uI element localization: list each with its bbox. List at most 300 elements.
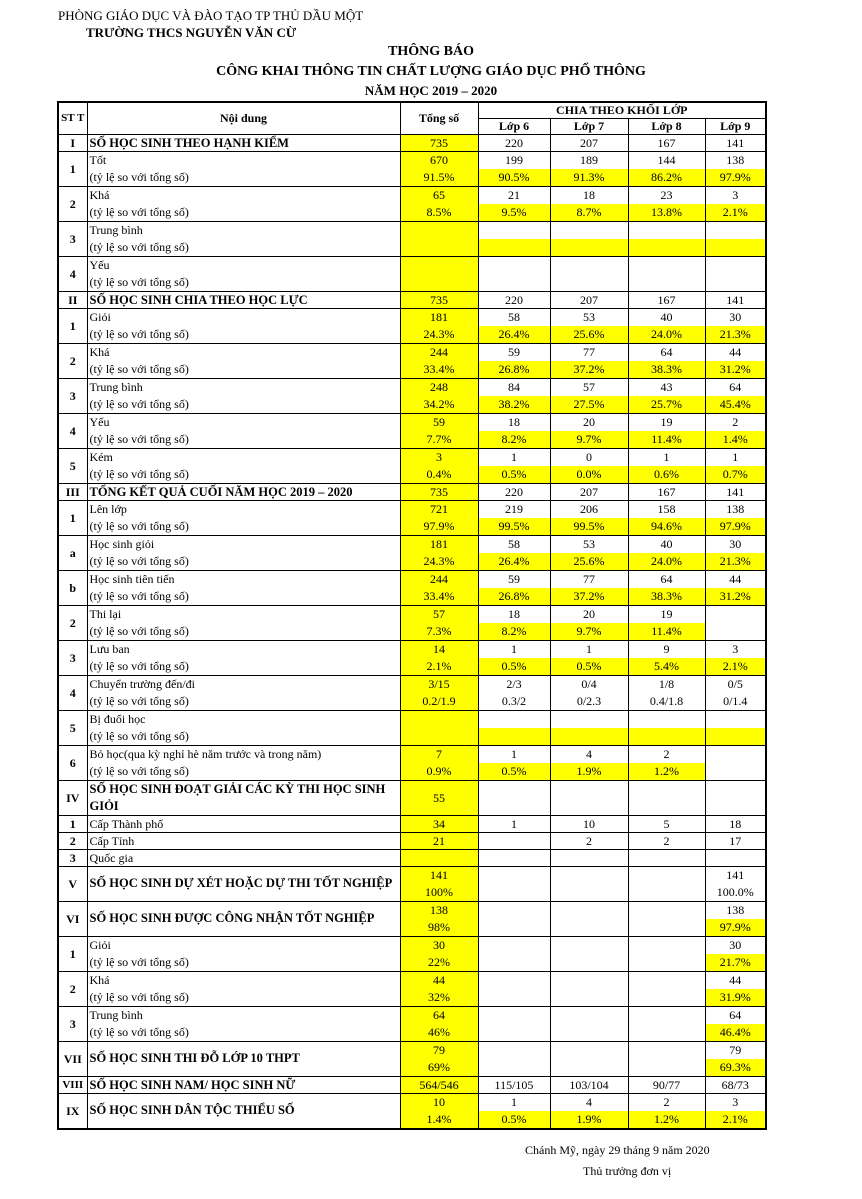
row-total [400,971,478,1006]
row-total [400,1006,478,1041]
cell-value [479,1042,550,1059]
row-label-text: Trung bình [89,379,143,394]
row-grade-9 [705,256,766,291]
table-row [58,1041,766,1076]
row-grade-7 [550,675,628,710]
cell-value: 38.3% [629,361,705,378]
cell-value: 3/15 [428,676,450,691]
row-grade-6: 220 [478,483,550,500]
cell-value: 138 [430,902,448,917]
row-stt: a [58,535,87,570]
row-grade-9: 141 [705,134,766,151]
row-stt: II [58,291,87,308]
cell-value: 57 [583,379,595,394]
row-total [400,221,478,256]
cell-value: 1.9% [551,1111,628,1128]
row-grade-8 [628,849,705,866]
cell-value: 91.5% [423,169,455,184]
row-grade-9 [705,308,766,343]
row-label-text: Kém [89,449,113,464]
row-grade-7 [550,500,628,535]
cell-value: 670 [430,152,448,167]
cell-value: 1/8 [658,676,675,691]
cell-value: 1 [511,746,517,761]
col-stt: ST T [58,102,87,134]
cell-value [479,1059,550,1076]
cell-value [551,239,628,256]
cell-value: 24.0% [629,326,705,343]
cell-value: 2/3 [506,676,522,691]
row-grade-8 [628,971,705,1006]
row-label-text: Trung bình [89,222,143,237]
table-row [58,745,766,780]
row-label-text: SỐ HỌC SINH NAM/ HỌC SINH NỮ [89,1077,296,1092]
row-total [400,151,478,186]
cell-value: 77 [583,571,595,586]
row-total [400,901,478,936]
row-grade-6 [478,936,550,971]
cell-value: 13.8% [629,204,705,221]
cell-value: 1.4% [706,431,766,448]
row-grade-6: 1 [478,815,550,832]
cell-value: 7.7% [426,431,452,446]
row-label [87,535,400,570]
cell-value: 8.7% [551,204,628,221]
row-grade-9 [705,675,766,710]
cell-value [629,884,705,901]
row-grade-6 [478,308,550,343]
row-label [87,640,400,675]
row-grade-8 [628,780,705,815]
row-label [87,1006,400,1041]
row-grade-8 [628,570,705,605]
row-grade-8 [628,343,705,378]
cell-value: 0.0% [551,466,628,483]
cell-value [479,257,550,274]
row-stt: 6 [58,745,87,780]
cell-value: 37.2% [551,361,628,378]
cell-value [479,954,550,971]
cell-value: 44 [433,972,445,987]
cell-value: 3 [732,641,739,656]
cell-value: 8.5% [426,204,452,219]
cell-value: 4 [586,1094,592,1109]
cell-value: 91.3% [551,169,628,186]
row-grade-7 [550,448,628,483]
row-grade-9 [705,500,766,535]
row-grade-7 [550,1006,628,1041]
cell-value: 138 [726,152,745,167]
row-grade-8: 167 [628,134,705,151]
table-row [58,186,766,221]
row-label [87,901,400,936]
cell-value: 24.3% [423,553,455,568]
cell-value: 18 [583,187,595,202]
cell-value: 21.3% [706,553,766,570]
table-row [58,1006,766,1041]
row-label [87,151,400,186]
cell-value [706,239,766,256]
cell-value: 69.3% [706,1059,766,1076]
cell-value: 31.2% [706,588,766,605]
row-grade-8 [628,675,705,710]
row-stt: 3 [58,640,87,675]
row-grade-8 [628,256,705,291]
cell-value [551,257,628,274]
row-total [400,710,478,745]
cell-value [629,919,705,936]
row-label-text: Lên lớp [89,501,127,516]
cell-value: 5.4% [629,658,705,675]
table-row [58,1076,766,1093]
row-grade-8 [628,186,705,221]
cell-value [629,937,705,954]
cell-value [551,902,628,919]
row-stt: b [58,570,87,605]
table-row [58,936,766,971]
cell-value [479,972,550,989]
cell-value: 0.7% [706,466,766,483]
cell-value: 26.4% [479,553,550,570]
row-grade-9 [705,1093,766,1129]
cell-value: 19 [660,414,673,429]
row-label [87,1093,400,1129]
cell-value: 2.1% [426,658,452,673]
row-label-text: Yếu [89,414,110,429]
cell-value: 18 [508,606,520,621]
row-grade-6 [478,1006,550,1041]
cell-value [551,867,628,884]
table-row [58,832,766,849]
table-row [58,413,766,448]
col-grade-8: Lớp 8 [628,118,705,134]
row-grade-6 [478,500,550,535]
row-grade-8 [628,448,705,483]
cell-value [706,257,766,274]
cell-value: 1.2% [629,1111,705,1128]
row-total: 735 [400,291,478,308]
cell-value: 1.2% [629,763,705,780]
row-label-text: Cấp Thành phố [89,816,164,831]
cell-value: 26.4% [479,326,550,343]
row-stt: 1 [58,500,87,535]
row-label-text: Học sinh giỏi [89,536,155,551]
row-total [400,640,478,675]
cell-value: 138 [726,501,745,516]
cell-value: 144 [657,152,676,167]
cell-value [629,274,705,291]
row-grade-7 [550,710,628,745]
row-total [400,413,478,448]
cell-value: 86.2% [629,169,705,186]
cell-value [479,989,550,1006]
cell-value [551,884,628,901]
ratio-label: (tỷ lệ so với tổng số) [89,396,189,411]
row-grade-7 [550,1093,628,1129]
cell-value: 248 [430,379,448,394]
row-label-text: SỐ HỌC SINH CHIA THEO HỌC LỰC [89,292,308,307]
row-grade-7 [550,640,628,675]
cell-value: 26.8% [479,588,550,605]
row-total: 21 [400,832,478,849]
cell-value: 0.5% [479,763,550,780]
row-grade-7 [550,971,628,1006]
cell-value: 69% [428,1059,450,1074]
cell-value: 158 [657,501,676,516]
row-label [87,413,400,448]
row-grade-8 [628,1006,705,1041]
cell-value: 97.9% [706,518,766,535]
row-grade-9 [705,936,766,971]
col-grade-6: Lớp 6 [478,118,550,134]
row-label-text: Giỏi [89,309,111,324]
row-grade-6 [478,186,550,221]
cell-value: 99.5% [551,518,628,535]
cell-value [479,884,550,901]
row-stt: V [58,866,87,901]
cell-value: 219 [505,501,523,516]
table-row [58,256,766,291]
row-label-text: SỐ HỌC SINH ĐƯỢC CÔNG NHẬN TỐT NGHIỆP [89,911,375,925]
row-total [400,535,478,570]
row-total: 34 [400,815,478,832]
ratio-label: (tỷ lệ so với tổng số) [89,553,189,568]
cell-value [479,222,550,239]
cell-value: 58 [508,536,520,551]
row-label [87,134,400,151]
table-row [58,500,766,535]
cell-value [706,606,766,623]
row-stt: 1 [58,308,87,343]
row-total [400,605,478,640]
row-grade-9 [705,971,766,1006]
row-stt: 4 [58,675,87,710]
cell-value: 9.7% [551,623,628,640]
cell-value: 64 [729,379,742,394]
row-grade-7 [550,221,628,256]
row-label [87,570,400,605]
ratio-label: (tỷ lệ so với tổng số) [89,954,189,969]
row-label [87,745,400,780]
table-row [58,1093,766,1129]
cell-value: 31.9% [706,989,766,1006]
cell-value: 97.9% [706,169,766,186]
row-stt: 2 [58,343,87,378]
row-grade-7 [550,780,628,815]
row-label-text: Khá [89,187,110,202]
row-grade-8 [628,308,705,343]
cell-value [551,1059,628,1076]
row-grade-8 [628,221,705,256]
cell-value: 97.9% [706,919,766,936]
row-grade-7 [550,570,628,605]
cell-value: 24.0% [629,553,705,570]
cell-value: 18 [508,414,520,429]
row-total [400,1093,478,1129]
cell-value: 1.9% [551,763,628,780]
cell-value: 3 [436,449,442,464]
ratio-label: (tỷ lệ so với tổng số) [89,518,189,533]
cell-value: 44 [729,571,742,586]
cell-value: 19 [660,606,673,621]
row-stt: 1 [58,936,87,971]
row-total [400,849,478,866]
row-stt: VIII [58,1076,87,1093]
school-name: TRƯỜNG THCS NGUYỄN VĂN CỪ [86,25,297,40]
row-grade-6: 220 [478,134,550,151]
cell-value: 0 [586,449,592,464]
cell-value: 37.2% [551,588,628,605]
row-grade-9 [705,343,766,378]
cell-value: 206 [580,501,598,516]
cell-value: 64 [660,344,673,359]
cell-value: 53 [583,536,595,551]
cell-value [551,989,628,1006]
row-total: 564/546 [400,1076,478,1093]
row-grade-7 [550,901,628,936]
cell-value: 8.2% [479,623,550,640]
cell-value [629,972,705,989]
cell-value: 59 [433,414,445,429]
cell-value: 1 [732,449,739,464]
ratio-label: (tỷ lệ so với tổng số) [89,728,189,743]
cell-value: 11.4% [629,623,705,640]
cell-value: 64 [729,1007,742,1022]
cell-value [401,728,478,745]
row-stt: 2 [58,186,87,221]
quality-table [57,101,767,1130]
cell-value: 26.8% [479,361,550,378]
row-grade-8 [628,535,705,570]
row-stt: III [58,483,87,500]
row-grade-7 [550,343,628,378]
ratio-label: (tỷ lệ so với tổng số) [89,204,189,219]
table-row [58,815,766,832]
row-stt: 3 [58,378,87,413]
table-row [58,151,766,186]
cell-value [479,728,550,745]
cell-value [479,867,550,884]
cell-value: 40 [660,309,673,324]
row-grade-6 [478,256,550,291]
cell-value: 31.2% [706,361,766,378]
cell-value [479,919,550,936]
ratio-label: (tỷ lệ so với tổng số) [89,623,189,638]
cell-value: 44 [729,344,742,359]
school-year: NĂM HỌC 2019 – 2020 [364,83,498,98]
row-grade-9 [705,849,766,866]
cell-value: 94.6% [629,518,705,535]
cell-value: 45.4% [706,396,766,413]
cell-value: 33.4% [423,361,455,376]
row-grade-6: 115/105 [478,1076,550,1093]
cell-value: 44 [729,972,742,987]
row-grade-6 [478,1093,550,1129]
cell-value [479,1007,550,1024]
row-total [400,866,478,901]
row-label-text: Khá [89,972,110,987]
cell-value [629,954,705,971]
row-total [400,186,478,221]
row-total [400,675,478,710]
cell-value [706,222,766,239]
cell-value: 0.2/1.9 [422,693,456,708]
row-grade-7 [550,151,628,186]
cell-value: 0/1.4 [723,693,748,708]
cell-value [706,623,766,640]
row-grade-6 [478,710,550,745]
row-stt: 4 [58,256,87,291]
cell-value: 199 [505,152,523,167]
cell-value: 2.1% [706,1111,766,1128]
row-grade-8 [628,413,705,448]
row-total [400,308,478,343]
row-grade-8 [628,1093,705,1129]
row-label [87,1076,400,1093]
ratio-label: (tỷ lệ so với tổng số) [89,431,189,446]
row-label [87,815,400,832]
cell-value [629,239,705,256]
cell-value: 721 [430,501,448,516]
cell-value [551,222,628,239]
row-label [87,221,400,256]
cell-value: 0.4/1.8 [649,693,684,708]
row-grade-8 [628,745,705,780]
cell-value: 8.2% [479,431,550,448]
row-stt: 1 [58,151,87,186]
row-grade-9 [705,535,766,570]
table-row [58,134,766,151]
col-grade-9: Lớp 9 [705,118,766,134]
row-grade-9 [705,448,766,483]
cell-value: 2.1% [706,204,766,221]
cell-value [629,1007,705,1024]
cell-value: 11.4% [629,431,705,448]
ratio-label: (tỷ lệ so với tổng số) [89,466,189,481]
row-grade-7: 2 [550,832,628,849]
row-grade-9 [705,186,766,221]
table-row [58,378,766,413]
cell-value: 0.5% [551,658,628,675]
row-label [87,483,400,500]
row-label [87,675,400,710]
cell-value: 38.2% [479,396,550,413]
cell-value: 79 [433,1042,445,1057]
row-stt: 3 [58,849,87,866]
cell-value [401,222,478,239]
row-grade-9: 18 [705,815,766,832]
cell-value [479,274,550,291]
table-row [58,221,766,256]
row-grade-7 [550,849,628,866]
row-grade-8 [628,936,705,971]
cell-value: 20 [583,606,595,621]
cell-value: 98% [428,919,450,934]
row-grade-6: 220 [478,291,550,308]
cell-value: 189 [580,152,598,167]
row-total [400,378,478,413]
row-grade-7: 207 [550,291,628,308]
row-grade-9 [705,866,766,901]
cell-value: 2 [732,414,739,429]
ratio-label: (tỷ lệ so với tổng số) [89,274,189,289]
cell-value [629,1024,705,1041]
cell-value: 4 [586,746,592,761]
row-label [87,308,400,343]
cell-value: 34.2% [423,396,455,411]
cell-value: 58 [508,309,520,324]
cell-value: 77 [583,344,595,359]
